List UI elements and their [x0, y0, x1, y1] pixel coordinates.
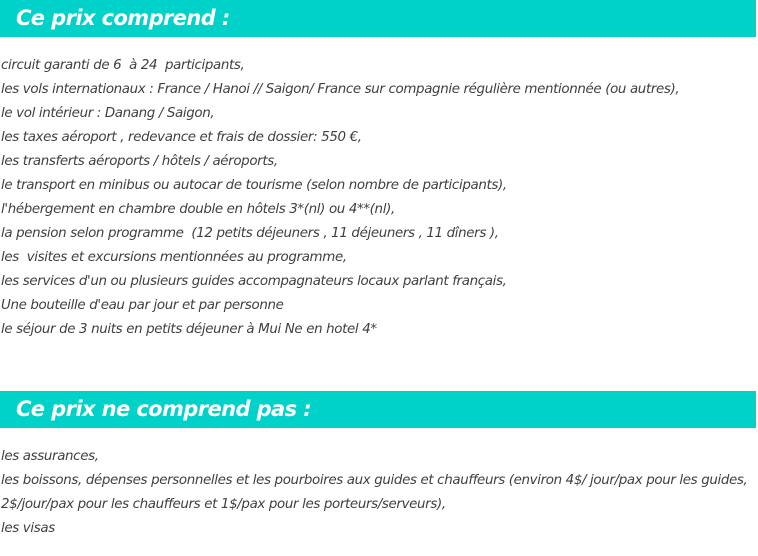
- excluded-item: 2$/jour/pax pour les chauffeurs et 1$/pax pour les porteurs/serveurs),: [1, 497, 446, 512]
- included-item: les vols internationaux : France / Hanoi // Saigon/ France sur compagnie régulière mentionnée (ou autres),: [1, 82, 680, 97]
- excluded-section-title: Ce prix ne comprend pas :: [16, 397, 312, 421]
- included-item: la pension selon programme (12 petits déjeuners , 11 déjeuners , 11 dîners ),: [1, 226, 499, 241]
- excluded-item: les visas: [1, 521, 55, 536]
- included-item: Une bouteille d'eau par jour et par personne: [1, 298, 284, 313]
- included-item: les transferts aéroports / hôtels / aéroports,: [1, 154, 278, 169]
- included-item: le transport en minibus ou autocar de tourisme (selon nombre de participants),: [1, 178, 507, 193]
- included-item: le séjour de 3 nuits en petits déjeuner à Mui Ne en hotel 4*: [1, 322, 377, 337]
- included-item: circuit garanti de 6 à 24 participants,: [1, 58, 245, 73]
- included-items-list: [1, 54, 679, 342]
- included-item: l'hébergement en chambre double en hôtels 3*(nl) ou 4**(nl),: [1, 202, 395, 217]
- included-item: le vol intérieur : Danang / Saigon,: [1, 106, 215, 121]
- excluded-items-list: [1, 445, 747, 541]
- excluded-item: les assurances,: [1, 449, 99, 464]
- included-section-header: [0, 0, 756, 37]
- included-item: les services d'un ou plusieurs guides accompagnateurs locaux parlant français,: [1, 274, 507, 289]
- excluded-item: les boissons, dépenses personnelles et les pourboires aux guides et chauffeurs (environ 4$/ jour/pax pour les guides,: [1, 473, 748, 488]
- included-item: les visites et excursions mentionnées au programme,: [1, 250, 347, 265]
- included-item: les taxes aéroport , redevance et frais de dossier: 550 €,: [1, 130, 362, 145]
- included-section-title: Ce prix comprend :: [16, 6, 230, 30]
- excluded-section-header: [0, 391, 756, 428]
